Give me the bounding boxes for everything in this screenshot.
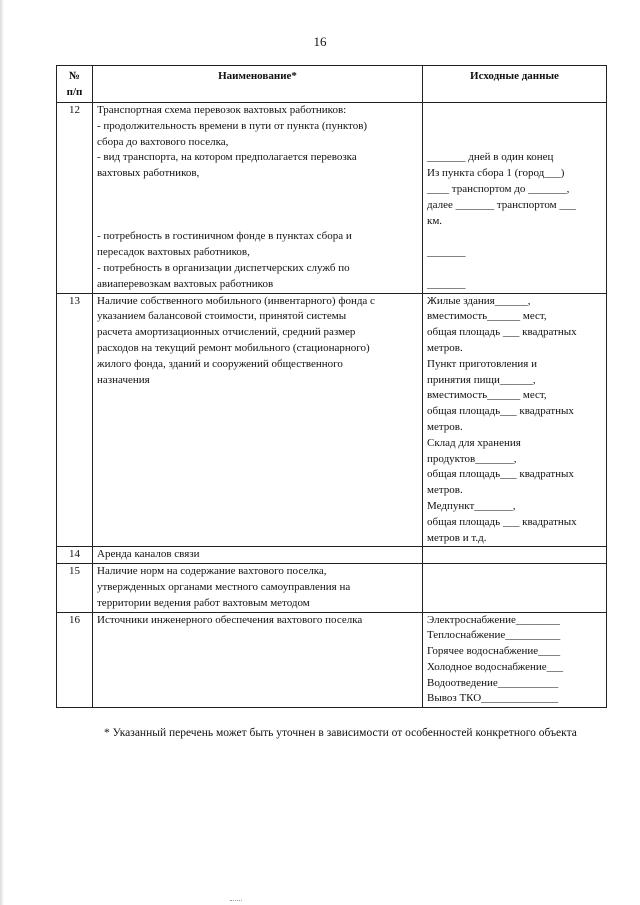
row-number: 15 <box>57 564 93 612</box>
row-name-line: расчета амортизационных отчислений, средний размер <box>97 326 356 339</box>
row-name-line: указанием балансовой стоимости, принятой системы <box>97 310 347 323</box>
row-name-line: Наличие собственного мобильного (инвентарного) фонда с <box>97 294 375 307</box>
row-name-line: - потребность в организации диспетчерских служб по <box>97 261 350 274</box>
row-data-line: вместимость______ мест, <box>427 310 547 323</box>
row-data-line: Медпункт_______, <box>427 499 516 512</box>
row-data-line <box>427 103 602 119</box>
row-data-line: Теплоснабжение__________ <box>427 629 561 642</box>
row-name-line: вахтовых работников, <box>97 167 200 180</box>
scan-artifact <box>230 900 242 903</box>
row-data-line: метров. <box>427 341 463 354</box>
row-name-line: - продолжительность времени в пути от пункта (пунктов) <box>97 119 368 132</box>
header-number-line1: № <box>68 70 81 82</box>
row-name-line: Наличие норм на содержание вахтового поселка, <box>97 565 327 578</box>
row-data-line: Горячее водоснабжение____ <box>427 645 561 658</box>
row-data-line: метров. <box>427 420 463 433</box>
table-header-row <box>57 66 607 103</box>
row-data-line: Холодное водоснабжение___ <box>427 660 564 673</box>
row-source-data <box>423 612 607 708</box>
row-name <box>93 293 423 547</box>
row-data-line: Электроснабжение________ <box>427 613 560 626</box>
row-name <box>93 547 423 564</box>
row-data-line: общая площадь___ квадратных <box>427 468 574 481</box>
row-name-line: пересадок вахтовых работников, <box>97 246 250 259</box>
row-name-line: сбора до вахтового поселка, <box>97 135 229 148</box>
header-name: Наименование* <box>93 66 423 103</box>
table-row <box>57 612 607 708</box>
header-number <box>57 66 93 103</box>
row-name-line: утвержденных органами местного самоуправления на <box>97 580 351 593</box>
row-data-line <box>427 261 602 277</box>
row-data-line: общая площадь ___ квадратных <box>427 326 577 339</box>
row-number: 16 <box>57 612 93 708</box>
row-data-line: далее _______ транспортом ___ <box>427 198 576 211</box>
row-data-line: метров. <box>427 484 463 497</box>
row-name <box>93 564 423 612</box>
row-source-data <box>423 103 607 294</box>
row-data-line: вместимость______ мест, <box>427 389 547 402</box>
row-data-line: км. <box>427 214 443 227</box>
footnote: * Указанный перечень может быть уточнен в зависимости от особенностей конкретного объекта <box>104 727 577 739</box>
row-source-data <box>423 564 607 612</box>
row-name-line: - потребность в гостиничном фонде в пунктах сбора и <box>97 230 352 243</box>
row-data-line: общая площадь___ квадратных <box>427 405 574 418</box>
row-data-line <box>427 119 602 135</box>
row-number: 14 <box>57 547 93 564</box>
row-data-line: принятия пищи______, <box>427 373 536 386</box>
row-name-line <box>97 198 418 214</box>
row-name <box>93 612 423 708</box>
row-data-line: Водоотведение___________ <box>427 676 559 689</box>
row-name-line: жилого фонда, зданий и сооружений общественного <box>97 357 343 370</box>
row-data-line: _______ <box>427 277 466 290</box>
row-name-line <box>97 182 418 198</box>
row-data-line: Пункт приготовления и <box>427 357 538 370</box>
row-name-line: Аренда каналов связи <box>97 548 200 561</box>
table-row <box>57 103 607 294</box>
row-data-line: Склад для хранения <box>427 436 521 449</box>
row-data-line: Из пункта сбора 1 (город___) <box>427 167 565 180</box>
scan-edge-shadow <box>0 0 4 905</box>
row-data-line: _______ дней в один конец <box>427 151 554 164</box>
row-data-line: продуктов_______, <box>427 452 517 465</box>
row-data-line: общая площадь ___ квадратных <box>427 515 577 528</box>
header-number-line2: п/п <box>66 86 83 98</box>
row-data-line: Вывоз ТКО______________ <box>427 692 559 705</box>
row-name-line <box>97 214 418 230</box>
page-number: 16 <box>313 34 327 49</box>
row-name-line: - вид транспорта, на котором предполагается перевозка <box>97 151 357 164</box>
row-name-line: Транспортная схема перевозок вахтовых работников: <box>97 104 347 116</box>
row-name-line: назначения <box>97 373 150 386</box>
row-data-line <box>427 135 602 151</box>
row-name-line: авиаперевозкам вахтовых работников <box>97 277 274 290</box>
table-row <box>57 564 607 612</box>
row-number: 13 <box>57 293 93 547</box>
table-row <box>57 547 607 564</box>
row-name-line: расходов на текущий ремонт мобильного (стационарного) <box>97 341 370 354</box>
header-data: Исходные данные <box>423 66 607 103</box>
row-name <box>93 103 423 294</box>
row-number: 12 <box>57 103 93 294</box>
row-data-line: Жилые здания______, <box>427 294 531 307</box>
row-data-line: ____ транспортом до _______, <box>427 182 570 195</box>
row-name-line: территории ведения работ вахтовым методом <box>97 596 310 609</box>
row-source-data <box>423 547 607 564</box>
row-source-data <box>423 293 607 547</box>
table-row <box>57 293 607 547</box>
row-data-line <box>427 229 602 245</box>
row-name-line: Источники инженерного обеспечения вахтового поселка <box>97 613 363 626</box>
requirements-table <box>56 65 607 708</box>
row-data-line: метров и т.д. <box>427 531 487 544</box>
table-body <box>57 103 607 708</box>
row-data-line: _______ <box>427 246 466 259</box>
